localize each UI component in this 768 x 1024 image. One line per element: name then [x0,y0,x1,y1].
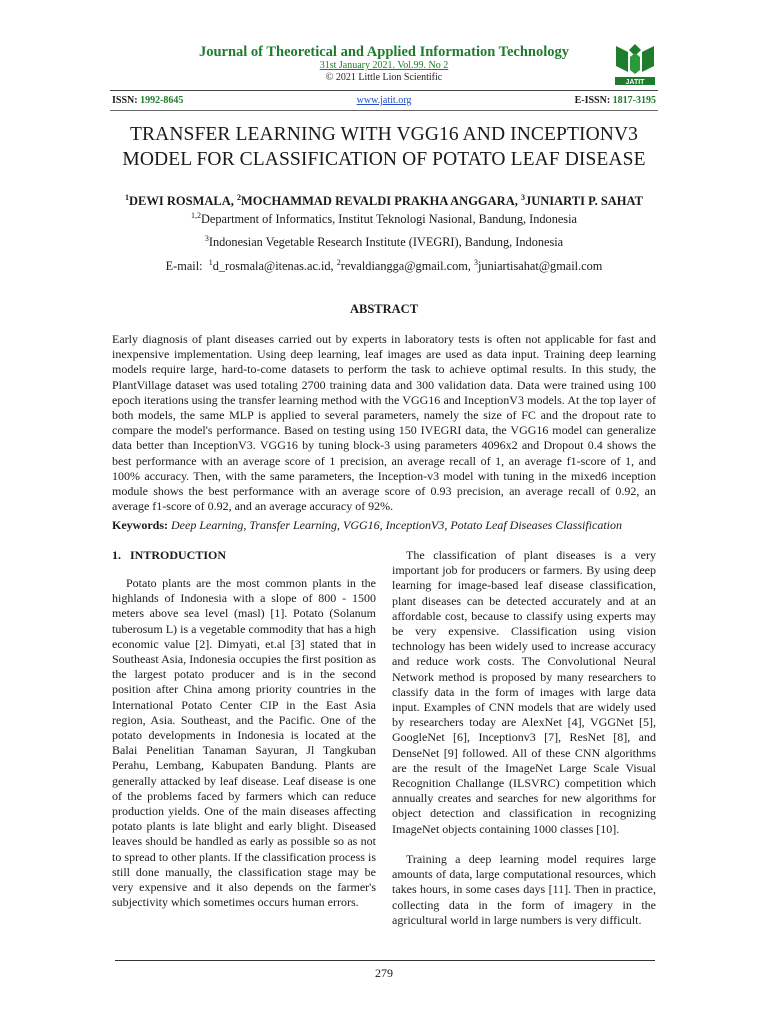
affiliation-2: $^3$Indonesian Vegetable Research Institute (IVEGRI), Bandung, Indonesia [204,234,564,250]
issn-row [112,95,656,109]
paper-title-line2: MODEL FOR CLASSIFICATION OF POTATO LEAF DISEASE [122,149,646,170]
eissn-label: E-ISSN: [574,95,611,106]
paper-title-line1: TRANSFER LEARNING WITH VGG16 AND INCEPTIONV3 [130,124,638,145]
keywords-line [112,518,656,533]
copyright-line: © 2021 Little Lion Scientific [325,72,443,83]
issue-line: 31st January 2021. Vol.99. No 2 [319,60,449,71]
website-link[interactable]: www.jatit.org [356,95,412,106]
section-heading: 1. INTRODUCTION [112,548,227,562]
page-number: 279 [375,966,393,980]
affiliation-1: $^{1,2}$Department of Informatics, Institut Teknologi Nasional, Bandung, Indonesia [191,211,577,227]
eissn-value: 1817-3195 [612,95,656,106]
jatit-logo [612,40,658,86]
issn-label: ISSN: [112,95,138,106]
authors: $^1$DEWI ROSMALA, $^2$MOCHAMMAD REVALDI PRAKHA ANGGARA, $^3$JUNIARTI P. SAHAT [125,193,643,209]
paper-title [108,122,660,172]
abstract-heading: ABSTRACT [349,302,419,316]
meta-divider [110,110,658,111]
eissn [575,95,656,106]
journal-title: Journal of Theoretical and Applied Information Technology [198,44,570,60]
footer-divider [115,960,655,961]
keywords-list: Deep Learning, Transfer Learning, VGG16, InceptionV3, Potato Leaf Diseases Classification [171,518,622,532]
intro-left-paragraph: Potato plants are the most common plants in the highlands of Indonesia with a slope of 800 - 1500 meters above sea level (masl) [1]. Potato (Solanum tuberosum L) is a vegetable commodity that has a high economic value [2]. Dimyati, et.al [3] stated that in Southeast Asia, Indonesia occupies the first position as the largest potato producer and is in the second position after China among priority countries in the International Potato Center CIP in the East Asia region, Asia. Southeast, and the Pacific. One of the potato developments in Indonesia is located at the Balai Penelitian Tanaman Sayuran, Jl Tangkuban Perahu, Lembang, Kabupaten Bandung. Plants are generally attacked by leaf disease. Leaf disease is one of the problems faced by farmers which can reduce production yields. One of the main diseases affecting potato plants is late blight and early blight. Diseased leaves should be handled as early as possible so as not to spread to other plants. If the classification process is still done manually, the classification stage may be very expensive and it also depends on the farmer's subjectivity which sometimes occurs human errors. [112,576,376,910]
email-line: E-mail: $^1$d_rosmala@itenas.ac.id, $^2$revaldiangga@gmail.com, $^3$juniartisahat@gmail.com [165,258,603,274]
keywords-label: Keywords: [112,518,168,532]
intro-right-paragraph-1: The classification of plant diseases is a very important job for producers or farmers. By using deep learning for image-based leaf disease classification, plant diseases can be detected accurately and at an affordable cost, because to classify using experts may be very expensive. Classification using vision technology has been widely used to increase accuracy and reduce work costs. The Convolutional Neural Network method is proposed by many researchers to classify data in the form of images with large data input. Examples of CNN models that are widely used by researchers today are AlexNet [4], VGGNet [5], GoogleNet [6], Inceptionv3 [7], ResNet [8], and DenseNet [9] followed. All of these CNN algorithms are the result of the ImageNet Large Scale Visual Recognition Challange (ILSVRC) competition which annually creates and searches for new algorithms for object detection and classification in recognizing ImageNet objects containing 1000 classes [10]. [392,548,656,836]
issn-value: 1992-8645 [140,95,184,106]
abstract-text: Early diagnosis of plant diseases carried out by experts in laboratory tests is often not applicable for fast and inexpensive implementation. Using deep learning, leaf images are used as data input. Training deep learning models require large, hard-to-come datasets to perform the task to achieve optimal results. In this study, the PlantVillage dataset was used totaling 2700 training data and 300 validation data. Data were trained using 100 epoch iterations using the transfer learning method with the VGG16 and InceptionV3 models. At the top layer of both models, the same MLP is applied to several parameters, namely the size of FC and the dropout rate to compare the model's performance. Based on testing using 150 IVEGRI data, the VGG16 model can generalize data better than InceptionV3. VGG16 by tuning block-3 using parameters 4096x2 and Dropout 0.4 shows the best performance with an average score of 1 precision, an average recall of 1, an average f1-score of 1, and 100% accuracy. Then, with the same parameters, the Inception-v3 model with tuning in the mixed6 inception module shows the best performance with an average score of 0.93 precision, an average recall of 0.92, an average f1-score of 0.92, and an average accuracy of 92%. [112,332,656,514]
header-divider [110,90,658,91]
logo-text: JATIT [625,79,645,86]
intro-right-paragraph-2: Training a deep learning model requires large amounts of data, large computational resources, which takes hours, in some cases days [11]. Then in practice, collecting data in the form of imagery in the agricultural world in large numbers is very difficult. [392,852,656,927]
